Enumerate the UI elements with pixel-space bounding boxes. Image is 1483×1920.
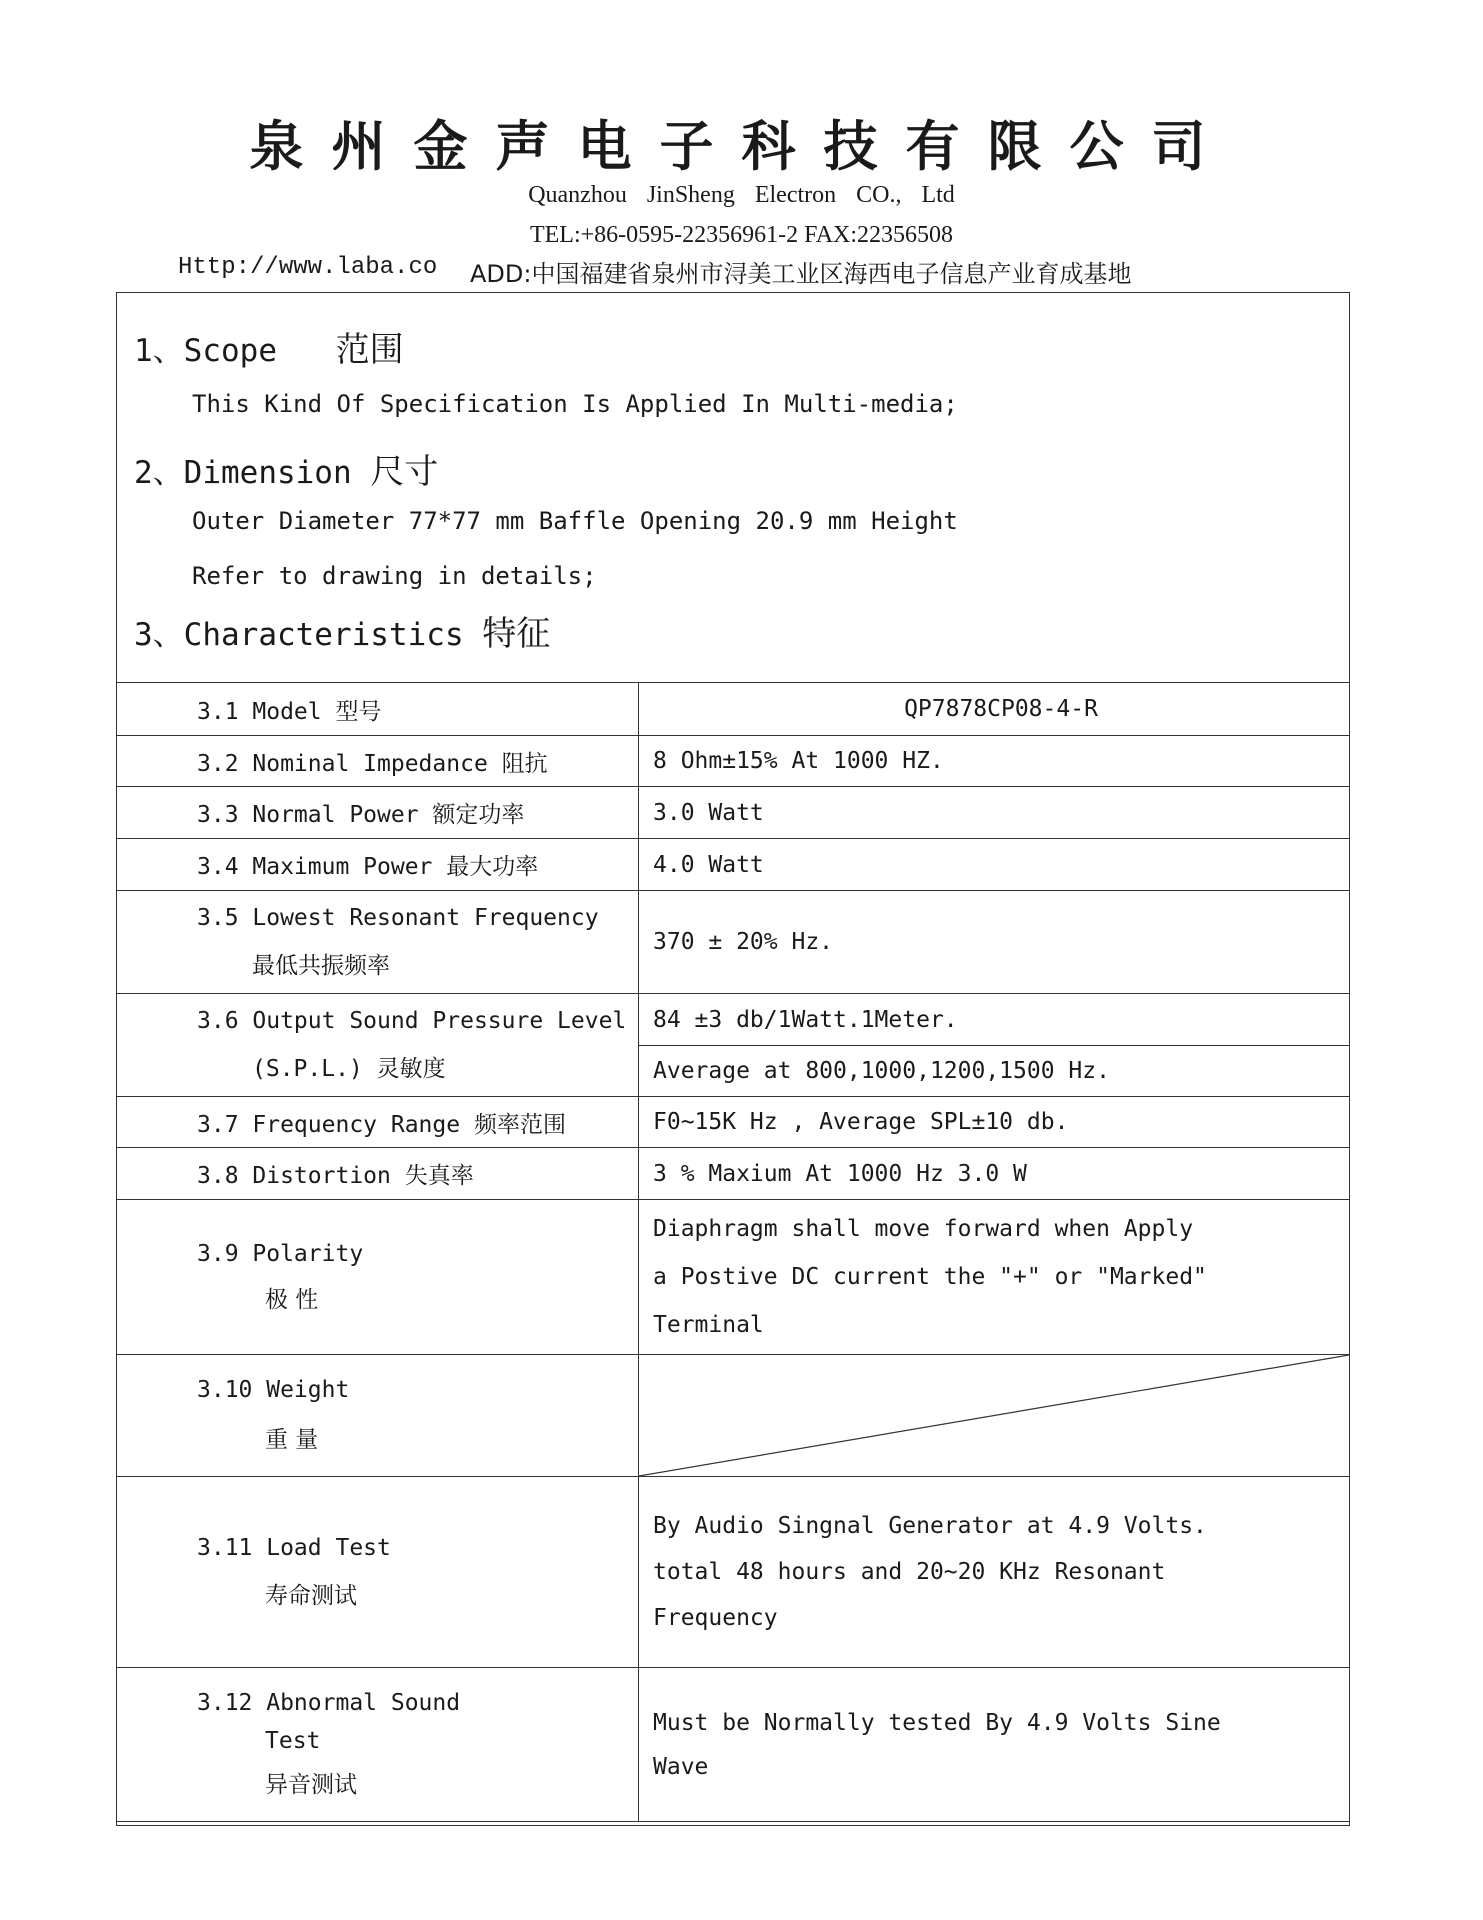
dimension-title: 2、Dimension <box>134 455 352 491</box>
label-cell <box>117 1668 639 1822</box>
row-label: 3.6 Output Sound Pressure Level <box>197 1007 627 1034</box>
label-cell <box>117 1148 639 1200</box>
row-label: 3.2 Nominal Impedance <box>197 750 488 777</box>
row-label-cn: 最低共振频率 <box>252 952 390 979</box>
load-test-line-1: By Audio Singnal Generator at 4.9 Volts. <box>653 1513 1207 1539</box>
company-name-en: Quanzhou JinSheng Electron CO., Ltd <box>528 182 955 208</box>
abnormal-sound-value <box>639 1668 1350 1822</box>
contact-line: TEL:+86-0595-22356961-2 FAX:22356508 <box>529 222 954 248</box>
abnormal-sound-line-1: Must be Normally tested By 4.9 Volts Sine <box>653 1709 1221 1736</box>
row-label: 3.10 Weight <box>197 1377 350 1403</box>
row-label-cn: 失真率 <box>404 1163 474 1189</box>
row-label-cn: 型号 <box>335 698 382 725</box>
table-row-impedance <box>117 736 1350 787</box>
spl-value: 84 ±3 db/1Watt.1Meter. <box>639 994 1350 1046</box>
row-label: 3.4 Maximum Power <box>197 854 433 880</box>
row-label: 3.8 Distortion <box>197 1163 391 1189</box>
row-label-line-2: Test <box>265 1728 321 1754</box>
row-label: 3.12 Abnormal Sound <box>197 1690 461 1716</box>
characteristics-title-cn: 特征 <box>482 614 551 654</box>
row-label-cn: 灵敏度 <box>376 1055 446 1082</box>
scope-title: 1、Scope <box>134 333 277 369</box>
table-row-model <box>117 683 1350 736</box>
row-label: 3.11 Load Test <box>197 1534 391 1561</box>
characteristics-title: 3、Characteristics <box>134 617 464 653</box>
label-cell <box>117 994 639 1097</box>
abnormal-sound-line-2: Wave <box>653 1753 709 1780</box>
table-row-resonant-frequency <box>117 891 1350 994</box>
label-cell <box>117 891 639 994</box>
dimension-text-1: Outer Diameter 77*77 mm Baffle Opening 20.9 mm Height <box>192 507 958 535</box>
table-row-frequency-range <box>117 1097 1350 1148</box>
row-label-cn: 阻抗 <box>501 750 548 777</box>
polarity-line-2: a Postive DC current the "+" or "Marked" <box>653 1264 1207 1290</box>
table-row-max-power <box>117 839 1350 891</box>
spl-average-value: Average at 800,1000,1200,1500 Hz. <box>639 1046 1350 1097</box>
table-row-normal-power <box>117 787 1350 839</box>
resonant-frequency-value: 370 ± 20% Hz. <box>639 891 1350 994</box>
row-label-cn: 最大功率 <box>446 854 539 880</box>
polarity-line-1: Diaphragm shall move forward when Apply <box>653 1216 1194 1242</box>
row-label: 3.3 Normal Power <box>197 802 419 828</box>
scope-title-cn: 范围 <box>335 330 404 370</box>
row-label-cn: 重 量 <box>265 1427 319 1453</box>
table-row-load-test <box>117 1477 1350 1668</box>
load-test-line-3: Frequency <box>653 1605 778 1631</box>
normal-power-value: 3.0 Watt <box>639 787 1350 839</box>
scope-text: This Kind Of Specification Is Applied In Multi-media; <box>192 390 958 418</box>
label-cell <box>117 683 639 736</box>
polarity-value <box>639 1200 1350 1355</box>
row-label-abbr: (S.P.L.) <box>252 1055 363 1082</box>
label-cell <box>117 1477 639 1668</box>
label-cell <box>117 1200 639 1355</box>
row-label-cn: 极 性 <box>265 1286 319 1313</box>
address-text: ADD:中国福建省泉州市浔美工业区海西电子信息产业育成基地 <box>470 260 1132 288</box>
row-label: 3.5 Lowest Resonant Frequency <box>197 904 599 931</box>
scope-heading <box>134 322 404 371</box>
frequency-range-value: F0~15K Hz , Average SPL±10 db. <box>639 1097 1350 1148</box>
row-label: 3.7 Frequency Range <box>197 1111 461 1138</box>
company-name-cn: 泉州金声电子科技有限公司 <box>249 115 1234 178</box>
table-row-weight <box>117 1355 1350 1477</box>
label-cell <box>117 736 639 787</box>
row-label-cn: 寿命测试 <box>265 1582 357 1609</box>
load-test-line-2: total 48 hours and 20~20 KHz Resonant <box>653 1559 1166 1585</box>
row-label: 3.1 Model <box>197 698 322 725</box>
row-label-cn: 异音测试 <box>265 1772 357 1798</box>
website-text: Http://www.laba.co <box>178 254 438 281</box>
dimension-text-2: Refer to drawing in details; <box>192 562 597 590</box>
dimension-title-cn: 尺寸 <box>370 452 439 492</box>
label-cell <box>117 839 639 891</box>
label-cell <box>117 1097 639 1148</box>
distortion-value: 3 % Maxium At 1000 Hz 3.0 W <box>639 1148 1350 1200</box>
max-power-value: 4.0 Watt <box>639 839 1350 891</box>
label-cell <box>117 1355 639 1477</box>
row-label-cn: 额定功率 <box>432 802 525 828</box>
dimension-heading <box>134 444 438 493</box>
table-row-abnormal-sound <box>117 1668 1350 1822</box>
label-cell <box>117 787 639 839</box>
weight-value-empty <box>639 1355 1350 1477</box>
table-row-distortion <box>117 1148 1350 1200</box>
row-label-line-2 <box>197 1050 638 1083</box>
polarity-line-3: Terminal <box>653 1312 764 1338</box>
load-test-value <box>639 1477 1350 1668</box>
row-label: 3.9 Polarity <box>197 1240 364 1267</box>
table-row-polarity <box>117 1200 1350 1355</box>
table-row-spl <box>117 994 1350 1046</box>
row-label-cn: 频率范围 <box>473 1111 566 1138</box>
diagonal-strike-line <box>639 1355 1349 1476</box>
impedance-value: 8 Ohm±15% At 1000 HZ. <box>639 736 1350 787</box>
characteristics-heading <box>134 606 550 655</box>
model-value: QP7878CP08-4-R <box>639 683 1350 736</box>
characteristics-table <box>116 682 1350 1822</box>
